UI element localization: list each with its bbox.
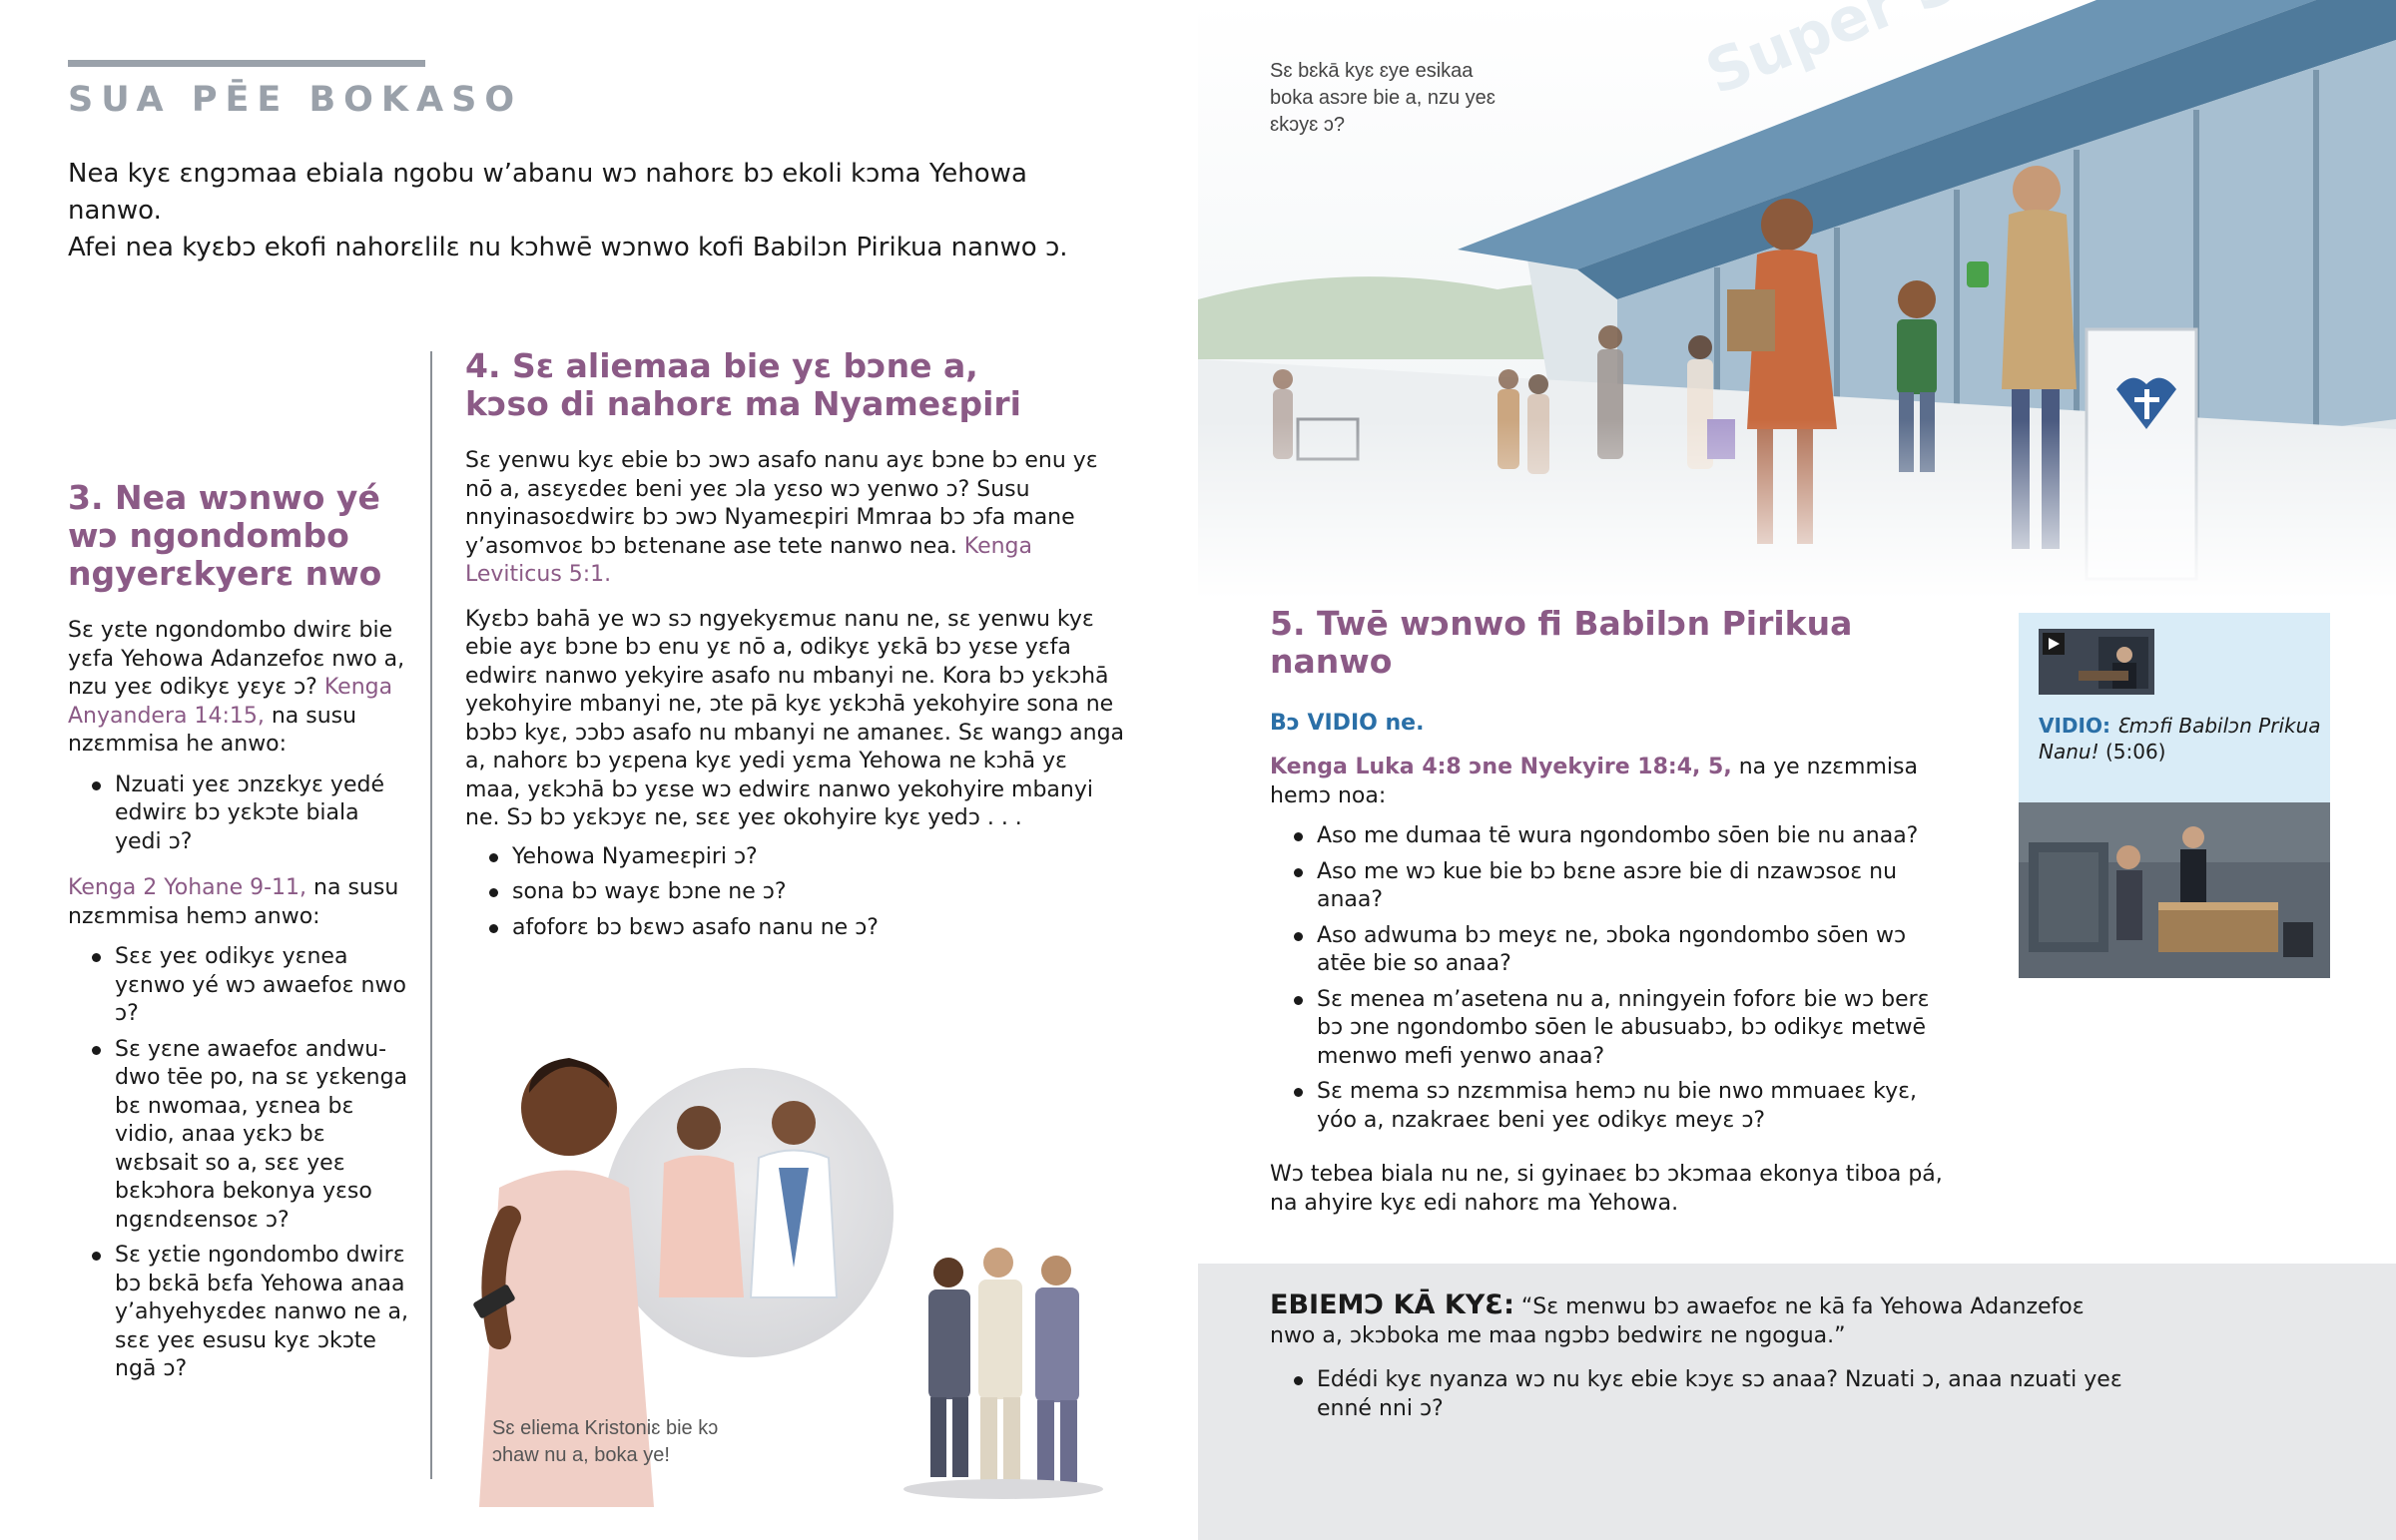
list-item: Nzuati yeɛ ɔnzɛkyɛ yedé edwirɛ bɔ yɛkɔte biala yedi ɔ?	[68, 771, 412, 857]
section-4-heading-line-2: kɔso di nahorɛ ma Nyameɛpiri	[465, 384, 1021, 423]
section-5-scripture	[1270, 754, 1949, 810]
panel-text	[1270, 1291, 2128, 1430]
panel-quote: “Sɛ menwu bɔ awaefoɛ ne kā fa Yehowa Adanzefoɛ nwo a, ɔkɔboka me maa ngɔbɔ bedwirɛ ne ngogua.”	[1270, 1294, 2085, 1348]
section-5-heading: 5. Twē wɔnwo fi Babilɔn Pirikua nanwo	[1270, 604, 1853, 681]
section-3-bullets-1	[68, 771, 412, 857]
section-5-scripture-tail: na ye nzɛmmisa hemɔ noa:	[1270, 755, 1918, 808]
scripture-link-2-yohane[interactable]: Kenga 2 Yohane 9-11,	[68, 875, 307, 900]
header-rule	[68, 60, 425, 67]
scripture-link-luka[interactable]: Kenga Luka 4:8 ɔne Nyekyire 18:4, 5,	[1270, 755, 1732, 779]
intro-line-2: Afei nea kyɛbɔ ekofi nahorɛlilɛ nu kɔhwē wɔnwo kofi Babilɔn Pirikua nanwo ɔ.	[68, 233, 1068, 262]
video-label-prefix: VIDIO:	[2039, 714, 2110, 738]
section-5-closing: Wɔ tebea biala nu ne, si gyinaeɛ bɔ ɔkɔmaa ekonya tiboa pá, na ahyire kyɛ edi nahorɛ ma Yehowa.	[1270, 1162, 1943, 1216]
panel-quote-paragraph	[1270, 1291, 2128, 1350]
intro-text	[68, 156, 1126, 266]
section-4-paragraph-1	[465, 447, 1124, 590]
section-4-heading	[465, 347, 1124, 423]
list-item: Aso me wɔ kue bie bɔ bɛne asɔre bie di nzawɔsoɛ nu anaa?	[1270, 858, 1949, 915]
list-item: Aso adwuma bɔ meyɛ ne, ɔboka ngondombo sōen wɔ atēe bie so anaa?	[1270, 922, 1949, 979]
section-4-para1-text: Sɛ yenwu kyɛ ebie bɔ ɔwɔ asafo nanu ayɛ bɔne bɔ enu yɛ nō a, asɛyɛdeɛ beni yeɛ ɔla yɛso wɔ yenwo ɔ? Susu nnyinasoɛdwirɛ bɔ ɔwɔ Nyameɛpiri Mmraa bɔ ɔfa mane y’asomvoɛ bɔ bɛtenane ase tete nanwo nea.	[465, 448, 1098, 559]
video-box[interactable]	[2019, 613, 2330, 978]
panel-bullets	[1270, 1366, 2128, 1423]
video-duration: (5:06)	[2104, 740, 2166, 764]
list-item: sona bɔ wayɛ bɔne ne ɔ?	[465, 878, 1124, 907]
list-item: Sɛɛ yeɛ odikyɛ yɛnea yɛnwo yé wɔ awaefoɛ nwo ɔ?	[68, 943, 412, 1029]
section-3-para1-tail: na susu nzɛmmisa he anwo:	[68, 703, 357, 757]
play-video-link[interactable]: Bɔ VIDIO ne.	[1270, 711, 1425, 736]
section-3-paragraph-1	[68, 617, 412, 760]
list-item: Edédi kyɛ nyanza wɔ nu kyɛ ebie kɔyɛ sɔ anaa? Nzuati ɔ, anaa nzuati yeɛ enné nni ɔ?	[1270, 1366, 2128, 1423]
video-thumbnail-small[interactable]	[2039, 629, 2154, 695]
column-divider	[430, 351, 432, 1479]
section-3-para2-tail: na susu nzɛmmisa hemɔ anwo:	[68, 875, 399, 929]
list-item: Sɛ yɛtie ngondombo dwirɛ bɔ bɛkā bɛfa Yehowa anaa y’ahyehyɛdeɛ nanwo ne a, sɛɛ yeɛ esusu kyɛ ɔkɔte ngā ɔ?	[68, 1242, 412, 1384]
section-label: SUA PĒE BOKASO	[68, 80, 523, 120]
section-3-bullets-2	[68, 943, 412, 1384]
video-title: Ɛmɔfi Babilɔn Prikua Nanu!	[2039, 714, 2321, 764]
intro-line-1: Nea kyɛ ɛngɔmaa ebiala ngobu w’abanu wɔ nahorɛ bɔ ekoli kɔma Yehowa nanwo.	[68, 159, 1027, 226]
video-thumbnail-large[interactable]	[2019, 802, 2330, 978]
bottom-panel	[1198, 1264, 2396, 1540]
section-3	[68, 479, 412, 1391]
scripture-link-anyandera[interactable]: Kenga Anyandera 14:15,	[68, 675, 393, 729]
section-4-bullets	[465, 843, 1124, 943]
section-4-heading-line-1: 4. Sɛ aliemaa bie yɛ bɔne a,	[465, 346, 978, 385]
illustration-caption: Sɛ eliema Kristoniɛ bie kɔ ɔhaw nu a, boka ye!	[492, 1417, 719, 1466]
play-icon[interactable]	[2043, 633, 2065, 655]
list-item: Sɛ yɛne awaefoɛ andwu-dwo tēe po, na sɛ yɛkenga bɛ nwomaa, yɛnea bɛ vidio, anaa yɛkɔ bɛ wɛbsait so a, sɛɛ yeɛ bɛkɔhora bekonya yɛso ngɛndɛensoɛ ɔ?	[68, 1036, 412, 1236]
scripture-link-leviticus[interactable]: Kenga Leviticus 5:1.	[465, 533, 1032, 587]
section-3-heading: 3. Nea wɔnwo yé wɔ ngondombo ngyerɛkyerɛ nwo	[68, 478, 382, 593]
list-item: Sɛ menea m’asetena nu a, nningyein foforɛ bie wɔ berɛ bɔ ɔne ngondombo sōen le abusuabɔ, bɔ odikyɛ metwē menwo mefi yenwo anaa?	[1270, 986, 1949, 1072]
list-item: Sɛ mema sɔ nzɛmmisa hemɔ nu bie nwo mmuaeɛ kyɛ, yóo a, nzakraeɛ beni yeɛ odikyɛ meyɛ ɔ?	[1270, 1078, 1949, 1135]
list-item: afoforɛ bɔ bɛwɔ asafo nanu ne ɔ?	[465, 914, 1124, 943]
section-5-bullets	[1270, 822, 1949, 1135]
photo-caption: Sɛ bɛkā kyɛ ɛye esikaa boka asɔre bie a, nzu yeɛ ɛkɔyɛ ɔ?	[1270, 60, 1496, 136]
section-5	[1270, 605, 1949, 1218]
section-3-para1-text: Sɛ yɛte ngondombo dwirɛ bie yɛfa Yehowa Adanzefoɛ nwo a, nzu yeɛ odikyɛ yɛyɛ ɔ?	[68, 618, 405, 700]
section-3-paragraph-2	[68, 874, 412, 931]
list-item: Aso me dumaa tē wura ngondombo sōen bie nu anaa?	[1270, 822, 1949, 851]
panel-title: EBIEMƆ KĀ KYƐ:	[1270, 1289, 1514, 1320]
video-label[interactable]	[2039, 713, 2323, 765]
list-item: Yehowa Nyameɛpiri ɔ?	[465, 843, 1124, 872]
section-4-paragraph-2: Kyɛbɔ bahā ye wɔ sɔ ngyekyɛmuɛ nanu ne, sɛ yenwu kyɛ ebie ayɛ bɔne bɔ enu yɛ nō a, odikyɛ yɛkā bɔ yɛse yɛfa edwirɛ nanwo yekyire asafo nu mbanyi ne. Kora bɔ yɛkɔhā yekohyire mbanyi ne, ɔte pā kyɛ yɛkɔhā yekohyire sona ne bɔbɔ kyɛ, ɔɔbɔ asafo nu mbanyi ne amaneɛ. Sɛ wangɔ anga a, nahorɛ bɔ yɛpena kyɛ yedi yɛma Yehowa ne kɔhā yɛ maa, yɛkɔhā bɔ yɛse wɔ edwirɛ nanwo yekohyire mbanyi ne. Sɔ bɔ yɛkɔyɛ ne, sɛɛ yeɛ okohyire kyɛ yedɔ . . .	[465, 606, 1125, 830]
section-4	[465, 347, 1124, 949]
